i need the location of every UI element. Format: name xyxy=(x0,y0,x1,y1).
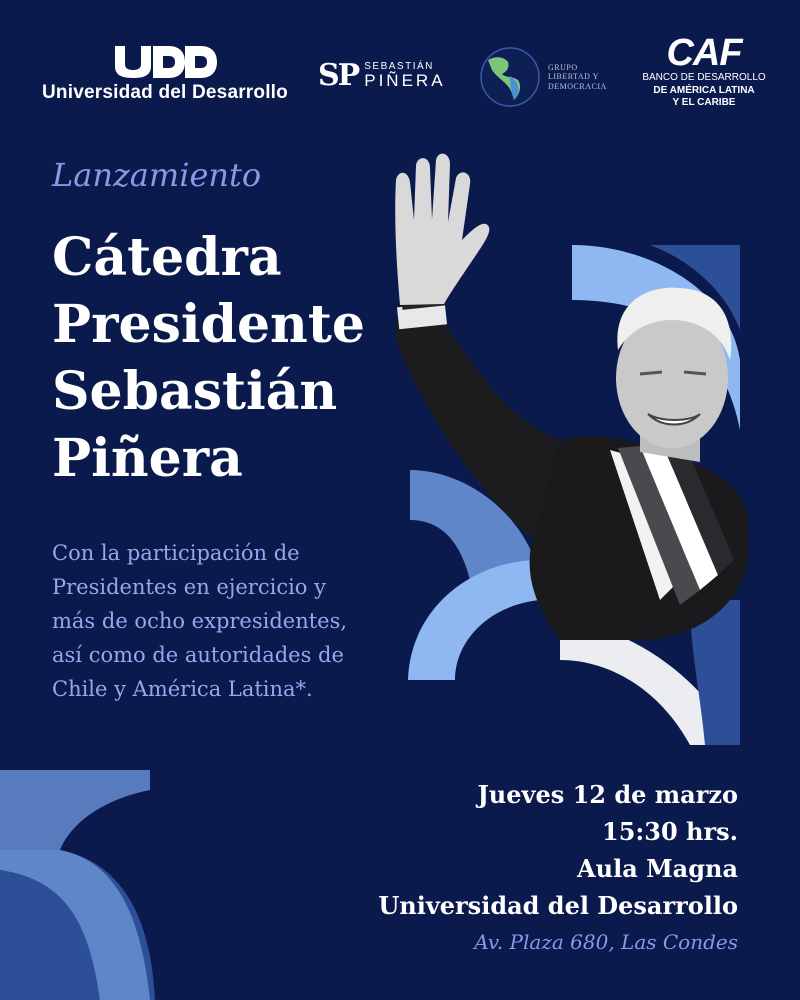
caf-logo xyxy=(642,34,766,110)
right-arc-lower xyxy=(408,560,540,680)
sp-first-name: SEBASTIÁN xyxy=(364,61,434,72)
udd-name: Universidad del Desarrollo xyxy=(42,82,288,103)
udd-mark-icon xyxy=(113,44,217,78)
page-title xyxy=(52,224,365,492)
sp-monogram: SP xyxy=(318,58,359,93)
caf-line-2: DE AMÉRICA LATINA xyxy=(653,84,755,96)
sp-logo xyxy=(318,58,446,93)
udd-logo xyxy=(40,44,290,104)
globe-map-icon xyxy=(480,46,540,108)
description-line-5: Chile y América Latina*. xyxy=(52,677,313,701)
event-institution: Universidad del Desarrollo xyxy=(378,891,738,920)
event-details xyxy=(378,776,738,961)
gld-line-3: DEMOCRACIA xyxy=(548,81,607,91)
title-line-1: Cátedra xyxy=(52,227,282,288)
caf-line-1: BANCO DE DESARROLLO xyxy=(642,72,766,83)
gld-logo xyxy=(480,46,607,108)
description-line-2: Presidentes en ejercicio y xyxy=(52,575,326,599)
event-time: 15:30 hrs. xyxy=(602,817,738,846)
description xyxy=(52,536,392,706)
caf-wordmark: CAF xyxy=(666,32,742,74)
title-line-3: Sebastián xyxy=(52,361,338,422)
left-arc-shape xyxy=(0,770,150,850)
description-line-1: Con la participación de xyxy=(52,541,300,565)
description-line-3: más de ocho expresidentes, xyxy=(52,609,348,633)
title-line-4: Piñera xyxy=(52,428,243,489)
gld-line-1: GRUPO xyxy=(548,63,578,73)
portrait-photo xyxy=(395,154,748,640)
sp-last-name: PIÑERA xyxy=(364,71,446,90)
gld-line-2: LIBERTAD Y xyxy=(548,72,599,82)
description-line-4: así como de autoridades de xyxy=(52,643,344,667)
title-line-2: Presidente xyxy=(52,294,365,355)
event-venue: Aula Magna xyxy=(577,854,738,883)
caf-line-3: Y EL CARIBE xyxy=(672,97,736,108)
event-address: Av. Plaza 680, Las Condes xyxy=(474,930,738,954)
event-date: Jueves 12 de marzo xyxy=(477,780,738,809)
kicker-text: Lanzamiento xyxy=(52,156,262,194)
